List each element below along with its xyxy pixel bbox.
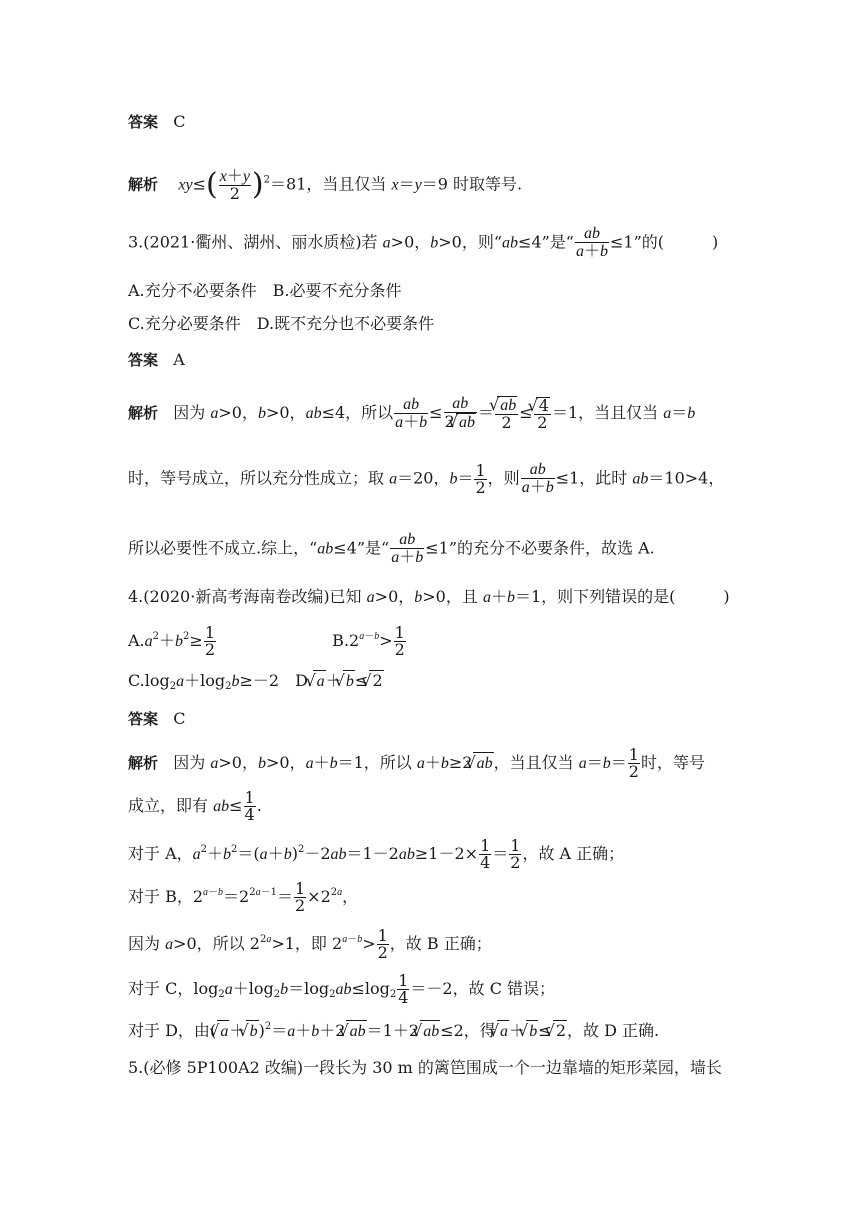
explanation-4-line1: 解析 因为 a>0，b>0，a＋b＝1，所以 a＋b≥2√ ab，当且仅当 a＝b＝ $\frac{1}{2}$ 时，等号 [128, 747, 705, 780]
explanation-3-line1: 解析 因为 a>0，b>0，ab≤4，所以 $\frac{ab}{a+b}$ ≤ $\frac{ab}{2√ ab}$ ＝ √ $\frac{ab}{2}$ ≤ √ $\frac{4}{2}$ ＝1，当且仅当 a＝b [128, 396, 695, 431]
explanation-2: 解析 xy≤( $\frac{x+y}{2}$ )$^2$＝81，当且仅当 x＝y＝9 时取等号. [128, 166, 523, 203]
explanation-4-a: 对于 A，$a^2+b^2=(a+b)^2-2ab=1-2ab\ge 1-2\times$ $\frac{1}{4}$ ＝ $\frac{1}{2}$ ，故 A 正确； [128, 836, 625, 872]
question-3: 3.(2021·衢州、湖州、丽水质检)若 a>0，b>0，则“ab≤4”是“ $\frac{ab}{a+b}$ ≤1”的( ) [128, 225, 719, 260]
question-3-options-ab: A.充分不必要条件 B.必要不充分条件 [128, 281, 402, 300]
question-4-options-cd: $C.\log_2a+\log_2b\ge-2$ D.√ a＋√ b≤√ 2 [128, 670, 384, 692]
answer-2: 答案 C [128, 112, 186, 131]
explanation-4-d: 对于 D，由(√ a＋√ b)$^2$＝a＋b＋2√ ab＝1＋2√ ab≤2，得√ a＋√ b≤√ 2，故 D 正确. [128, 1020, 659, 1042]
explanation-4-b: 对于 B，$2^{a-b}=2^{2a-1}=$ $\frac{1}{2}$ $\times 2^{2a}$， [128, 879, 359, 915]
explanation-4-b2: 因为 a>0，所以 $2^{2a}>1$，即 $2^{a-b}>$ $\frac{1}{2}$ ，故 B 正确； [128, 926, 492, 962]
answer-4: 答案 C [128, 709, 186, 728]
question-4-options-ab: $A.a^2+b^2\ge$ $\frac{1}{2}$ $B.2^{a-b}>$ $\frac{1}{2}$ [128, 623, 405, 659]
question-3-options-cd: C.充分必要条件 D.既不充分也不必要条件 [128, 314, 435, 333]
explanation-3-line2: 时，等号成立，所以充分性成立；取 a＝20，b＝ $\frac{1}{2}$ ，则 $\frac{ab}{a+b}$ ≤1，此时 ab＝10>4， [128, 460, 725, 497]
explanation-4-c: 对于 C，$\log_2a+\log_2b=\log_2ab\le\log_2$ $\frac{1}{4}$ ＝－2，故 C 错误； [128, 971, 556, 1007]
explanation-4-line2: 成立，即有 ab≤ $\frac{1}{4}$ . [128, 788, 262, 824]
answer-3: 答案 A [128, 350, 185, 369]
question-5: 5.(必修 5P100A2 改编)一段长为 30 m 的篱笆围成一个一边靠墙的矩形菜园，墙长 [128, 1058, 722, 1077]
explanation-3-line3: 所以必要性不成立.综上，“ab≤4”是“ $\frac{ab}{a+b}$ ≤1”的充分不必要条件，故选 A. [128, 531, 655, 566]
question-4: 4.(2020·新高考海南卷改编)已知 a>0，b>0，且 a＋b＝1，则下列错误的是( ) [128, 587, 730, 606]
